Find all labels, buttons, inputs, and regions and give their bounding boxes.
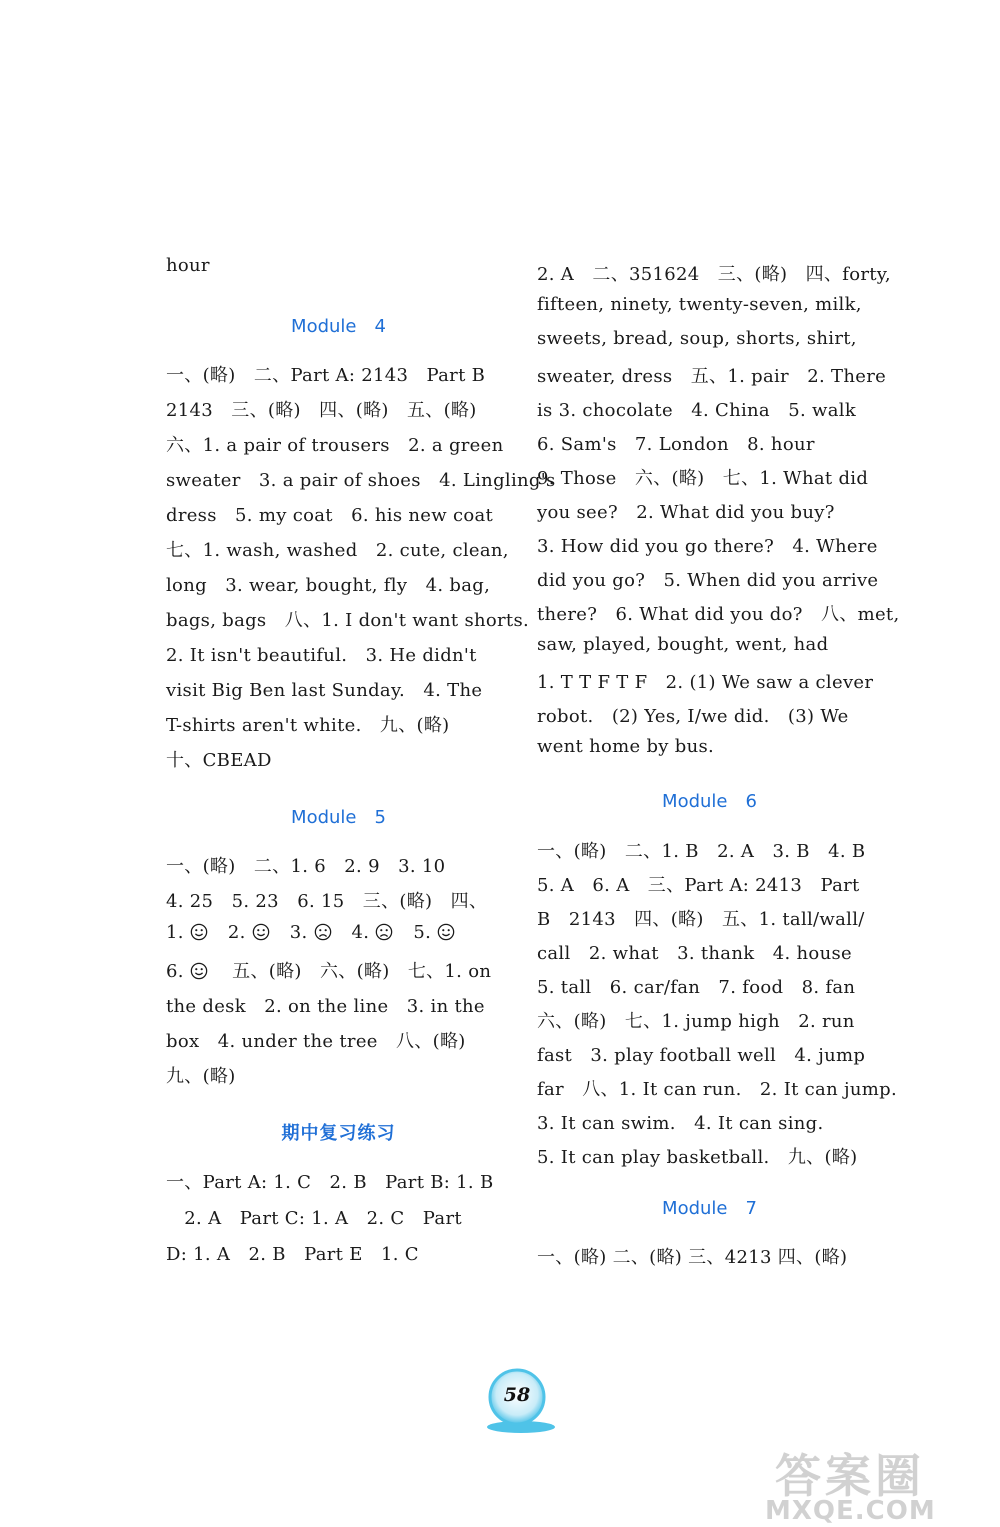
answer-line: 5. tall 6. car/fan 7. food 8. fan [537,977,856,998]
midterm-review-heading: 期中复习练习 [281,1123,396,1144]
answer-line: 2. A Part C: 1. A 2. C Part [166,1208,462,1229]
answer-line: went home by bus. [537,736,715,757]
answer-line: did you go? 5. When did you arrive [537,570,879,591]
answer-line: T-shirts aren't white. 九、(略) [166,715,450,736]
answer-line: B 2143 四、(略) 五、1. tall/wall/ [537,909,865,930]
answer-line: call 2. what 3. thank 4. house [537,943,852,964]
answer-line: fast 3. play football well 4. jump [537,1045,866,1066]
answer-line: 六、(略) 七、1. jump high 2. run [537,1011,855,1032]
module-4-heading: Module 4 [291,316,386,337]
sad-face-icon [314,923,332,941]
answer-line: you see? 2. What did you buy? [537,502,835,523]
answer-line: visit Big Ben last Sunday. 4. The [166,680,483,701]
top-word: hour [166,255,210,276]
answer-line: 3. How did you go there? 4. Where [537,536,878,557]
answer-line: 九、(略) [166,1066,236,1087]
answer-line: 1. T T F T F 2. (1) We saw a clever [537,672,874,693]
smiley-face-icon [437,923,455,941]
answer-line: fifteen, ninety, twenty-seven, milk, [537,294,862,315]
smiley-face-icon [190,923,208,941]
face-label: 2. [227,922,246,943]
watermark-logo [765,1440,995,1525]
answer-line [166,957,491,983]
answer-line: the desk 2. on the line 3. in the [166,996,485,1017]
answer-line: 一、(略) 二、1. 6 2. 9 3. 10 [166,856,446,877]
answer-line: 六、1. a pair of trousers 2. a green [166,435,504,456]
smiley-face-icon [190,962,208,980]
module-6-heading: Module 6 [662,791,757,812]
answer-line: 一、Part A: 1. C 2. B Part B: 1. B [166,1172,494,1193]
answer-line: 3. It can swim. 4. It can sing. [537,1113,824,1134]
answer-line: 一、(略) 二、Part A: 2143 Part B [166,365,486,386]
module-5-heading: Module 5 [291,807,386,828]
smiley-face-icon [252,923,270,941]
answer-line: 十、CBEAD [166,750,272,771]
answer-line: sweater, dress 五、1. pair 2. There [537,366,887,387]
module-7-heading: Module 7 [662,1198,757,1219]
answer-line: 5. A 6. A 三、Part A: 2413 Part [537,875,860,896]
answer-line: 5. It can play basketball. 九、(略) [537,1147,858,1168]
answer-line: 4. 25 5. 23 6. 15 三、(略) 四、 [166,891,488,912]
answer-line: long 3. wear, bought, fly 4. bag, [166,575,491,596]
page-number: 58 [503,1384,531,1406]
answer-line: sweater 3. a pair of shoes 4. Lingling's [166,470,556,491]
answer-line: far 八、1. It can run. 2. It can jump. [537,1079,897,1100]
sad-face-icon [375,923,393,941]
answer-line: 2. A 二、351624 三、(略) 四、forty, [537,264,891,285]
answer-line: 一、(略) 二、(略) 三、4213 四、(略) [537,1247,848,1268]
answer-line: 2143 三、(略) 四、(略) 五、(略) [166,400,477,421]
answer-line: 一、(略) 二、1. B 2. A 3. B 4. B [537,841,866,862]
answer-line: there? 6. What did you do? 八、met, [537,604,900,625]
face-label: 3. [289,922,308,943]
answer-line: 2. It isn't beautiful. 3. He didn't [166,645,477,666]
answer-line: box 4. under the tree 八、(略) [166,1031,466,1052]
watermark-url: MXQE.COM [765,1496,936,1526]
answer-line: 9. Those 六、(略) 七、1. What did [537,468,869,489]
answer-line: 七、1. wash, washed 2. cute, clean, [166,540,509,561]
face-label: 4. [351,922,370,943]
face-label: 1. [166,922,184,943]
answer-text: 五、(略) 六、(略) 七、1. on [213,961,492,982]
answer-line: sweets, bread, soup, shorts, shirt, [537,328,857,349]
answer-line: robot. (2) Yes, I/we did. (3) We [537,706,849,727]
watermark-chinese: 答案圈 [775,1449,925,1503]
answer-line: 6. Sam's 7. London 8. hour [537,434,815,455]
answer-line: D: 1. A 2. B Part E 1. C [166,1244,419,1265]
answer-line: bags, bags 八、1. I don't want shorts. [166,610,530,631]
face-answer-line [166,922,455,943]
face-label: 6. [166,961,184,982]
answer-line: saw, played, bought, went, had [537,634,829,655]
face-label: 5. [413,922,432,943]
answer-line: is 3. chocolate 4. China 5. walk [537,400,857,421]
answer-line: dress 5. my coat 6. his new coat [166,505,494,526]
